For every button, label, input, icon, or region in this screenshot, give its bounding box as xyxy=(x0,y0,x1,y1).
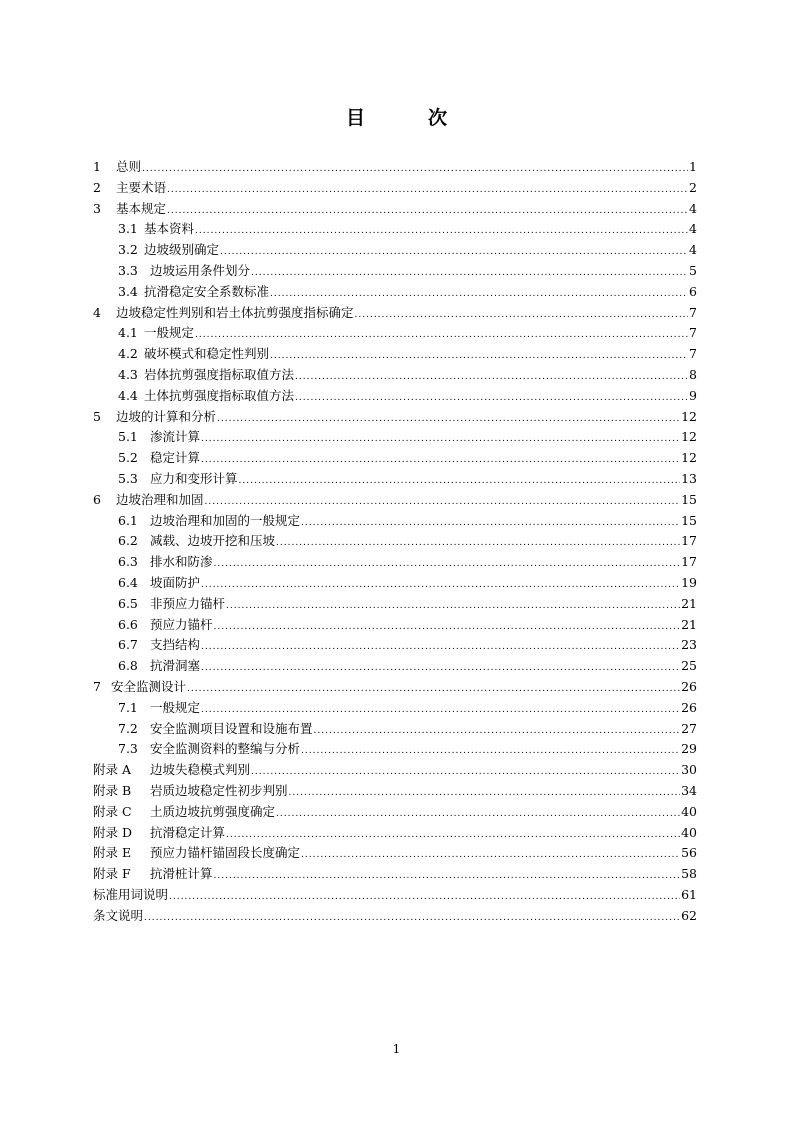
toc-entry-page: 62 xyxy=(681,907,697,923)
toc-entry-page: 12 xyxy=(681,429,697,445)
toc-entry-title: 坡面防护 xyxy=(150,574,201,590)
toc-entry-page: 8 xyxy=(689,366,697,382)
toc-leader-dots xyxy=(226,596,680,617)
toc-entry-title: 岩体抗剪强度指标取值方法 xyxy=(144,366,295,382)
toc-leader-dots xyxy=(301,741,680,762)
toc-entry[interactable] xyxy=(93,635,697,656)
toc-entry-number: 6.3 xyxy=(118,554,138,570)
toc-entry-number: 5.1 xyxy=(118,429,138,445)
toc-entry-page: 61 xyxy=(681,886,697,902)
toc-entry-page: 15 xyxy=(681,512,697,528)
toc-entry-title: 边坡治理和加固的一般规定 xyxy=(150,512,301,528)
toc-leader-dots xyxy=(167,201,688,222)
toc-entry-page: 27 xyxy=(681,720,697,736)
toc-entry-title: 边坡失稳模式判别 xyxy=(150,762,251,778)
toc-entry-page: 29 xyxy=(681,741,697,757)
toc-entry-title: 边坡级别确定 xyxy=(144,242,220,258)
toc-entry-title: 破坏模式和稳定性判别 xyxy=(144,346,270,362)
toc-entry-number: 6 xyxy=(93,491,101,507)
toc-entry-page: 7 xyxy=(689,325,697,341)
toc-leader-dots xyxy=(220,242,688,263)
toc-entry-page: 7 xyxy=(689,346,697,362)
toc-entry[interactable] xyxy=(93,386,697,407)
toc-entry-title: 预应力锚杆锚固段长度确定 xyxy=(150,845,301,861)
toc-leader-dots xyxy=(239,471,681,492)
toc-entry-title: 支挡结构 xyxy=(150,637,201,653)
toc-entry[interactable] xyxy=(93,261,697,282)
toc-entry-page: 13 xyxy=(681,470,697,486)
toc-leader-dots xyxy=(201,575,680,596)
toc-entry-title: 土体抗剪强度指标取值方法 xyxy=(144,387,295,403)
toc-leader-dots xyxy=(201,658,680,679)
toc-leader-dots xyxy=(270,284,688,305)
toc-entry-number: 7 xyxy=(93,678,101,694)
toc-entry-number: 附录 B xyxy=(93,782,132,798)
toc-entry-title: 一般规定 xyxy=(144,325,195,341)
toc-entry-number: 4 xyxy=(93,304,101,320)
toc-entry-number: 5 xyxy=(93,408,101,424)
toc-entry[interactable] xyxy=(93,864,697,885)
toc-entry-page: 12 xyxy=(681,408,697,424)
toc-entry-page: 12 xyxy=(681,450,697,466)
toc-entry-page: 17 xyxy=(681,533,697,549)
toc-leader-dots xyxy=(251,762,680,783)
toc-entry[interactable] xyxy=(93,719,697,740)
toc-entry[interactable] xyxy=(93,178,697,199)
toc-entry[interactable] xyxy=(93,303,697,324)
toc-leader-dots xyxy=(355,305,689,326)
toc-entry-number: 附录 E xyxy=(93,845,132,861)
toc-entry-page: 9 xyxy=(689,387,697,403)
toc-entry-number: 6.1 xyxy=(118,512,138,528)
toc-entry[interactable] xyxy=(93,199,697,220)
toc-entry-title: 边坡治理和加固 xyxy=(116,491,204,507)
toc-entry[interactable] xyxy=(93,240,697,261)
toc-title: 目 次 xyxy=(345,107,469,129)
toc-leader-dots xyxy=(295,388,688,409)
toc-leader-dots xyxy=(195,221,688,242)
toc-leader-dots xyxy=(270,346,688,367)
toc-entry-number: 7.3 xyxy=(118,741,138,757)
toc-entry-number: 3 xyxy=(93,200,101,216)
toc-entry-page: 30 xyxy=(681,762,697,778)
toc-entry-page: 21 xyxy=(681,616,697,632)
toc-entry-number: 附录 F xyxy=(93,866,131,882)
toc-entry-page: 56 xyxy=(681,845,697,861)
toc-entry-number: 附录 C xyxy=(93,803,132,819)
toc-entry-number: 6.5 xyxy=(118,595,138,611)
toc-entry-number: 7.1 xyxy=(118,699,138,715)
toc-entry[interactable] xyxy=(93,552,697,573)
toc-entry-title: 土质边坡抗剪强度确定 xyxy=(150,803,276,819)
toc-entry[interactable] xyxy=(93,219,697,240)
toc-entry-page: 5 xyxy=(689,262,697,278)
toc-entry-title: 安全监测资料的整编与分析 xyxy=(150,741,301,757)
toc-leader-dots xyxy=(195,325,688,346)
toc-leader-dots xyxy=(214,866,681,887)
toc-entry-page: 4 xyxy=(689,221,697,237)
toc-leader-dots xyxy=(187,679,680,700)
toc-entry-number: 6.6 xyxy=(118,616,138,632)
toc-entry-number: 1 xyxy=(93,159,101,174)
toc-entry[interactable] xyxy=(93,407,697,428)
toc-entry[interactable] xyxy=(93,698,697,719)
toc-entry-page: 26 xyxy=(681,699,697,715)
toc-entry[interactable] xyxy=(93,906,697,927)
toc-entry[interactable] xyxy=(93,427,697,448)
toc-entry[interactable] xyxy=(93,802,697,823)
page-number: 1 xyxy=(392,1042,401,1056)
toc-entry[interactable] xyxy=(93,469,697,490)
toc-entry-page: 21 xyxy=(681,595,697,611)
toc-entry-number: 3.1 xyxy=(118,221,138,237)
toc-entry-page: 15 xyxy=(681,491,697,507)
toc-entry-title: 应力和变形计算 xyxy=(150,470,238,486)
toc-entry[interactable] xyxy=(93,531,697,552)
toc-entry-page: 23 xyxy=(681,637,697,653)
toc-entry-number: 6.8 xyxy=(118,658,138,674)
toc-entry-title: 主要术语 xyxy=(116,179,167,195)
toc-leader-dots xyxy=(201,700,680,721)
toc-entry[interactable] xyxy=(93,344,697,365)
toc-entry[interactable] xyxy=(93,760,697,781)
toc-leader-dots xyxy=(289,783,681,804)
toc-entry[interactable] xyxy=(93,843,697,864)
toc-entry-page: 26 xyxy=(681,678,697,694)
toc-entry-title: 预应力锚杆 xyxy=(150,616,213,632)
toc-leader-dots xyxy=(144,908,680,929)
toc-entry-page: 17 xyxy=(681,554,697,570)
toc-entry-number: 5.3 xyxy=(118,470,138,486)
toc-leader-dots xyxy=(226,825,680,846)
toc-entry[interactable] xyxy=(93,594,697,615)
toc-leader-dots xyxy=(214,554,681,575)
toc-leader-dots xyxy=(214,617,681,638)
toc-entry-page: 58 xyxy=(681,866,697,882)
toc-entry-number: 3.3 xyxy=(118,262,138,278)
toc-entry-page: 40 xyxy=(681,824,697,840)
toc-entry-title: 排水和防渗 xyxy=(150,554,213,570)
toc-entry-number: 3.2 xyxy=(118,242,138,258)
toc-entry-title: 基本规定 xyxy=(116,200,167,216)
toc-entry-title: 抗滑稳定计算 xyxy=(150,824,226,840)
toc-entry[interactable] xyxy=(93,490,697,511)
table-of-contents xyxy=(93,157,697,926)
toc-entry-page: 40 xyxy=(681,803,697,819)
toc-entry[interactable] xyxy=(93,157,697,178)
toc-entry-title: 一般规定 xyxy=(150,699,201,715)
toc-leader-dots xyxy=(167,180,688,201)
toc-entry-title: 非预应力锚杆 xyxy=(150,595,226,611)
toc-leader-dots xyxy=(276,804,680,825)
toc-entry-title: 安全监测项目设置和设施布置 xyxy=(150,720,313,736)
toc-entry-number: 附录 D xyxy=(93,824,132,840)
toc-leader-dots xyxy=(201,450,680,471)
toc-entry[interactable] xyxy=(93,573,697,594)
toc-entry[interactable] xyxy=(93,781,697,802)
toc-entry-title: 标准用词说明 xyxy=(93,886,169,902)
toc-entry-page: 6 xyxy=(689,283,697,299)
toc-leader-dots xyxy=(201,637,680,658)
toc-entry[interactable] xyxy=(93,448,697,469)
toc-entry-number: 4.3 xyxy=(118,366,138,382)
toc-entry-title: 渗流计算 xyxy=(150,429,201,445)
toc-entry-number: 4.1 xyxy=(118,325,138,341)
toc-entry-number: 6.2 xyxy=(118,533,138,549)
toc-leader-dots xyxy=(314,721,681,742)
toc-entry-title: 边坡稳定性判别和岩土体抗剪强度指标确定 xyxy=(116,304,354,320)
toc-entry-page: 1 xyxy=(689,159,697,174)
toc-entry-number: 6.7 xyxy=(118,637,138,653)
toc-entry-page: 19 xyxy=(681,574,697,590)
toc-entry[interactable] xyxy=(93,823,697,844)
toc-entry-title: 边坡运用条件划分 xyxy=(150,262,251,278)
toc-entry-title: 抗滑桩计算 xyxy=(150,866,213,882)
toc-leader-dots xyxy=(301,513,680,534)
toc-leader-dots xyxy=(276,533,680,554)
toc-entry[interactable] xyxy=(93,282,697,303)
toc-leader-dots xyxy=(217,409,680,430)
toc-entry[interactable] xyxy=(93,511,697,532)
toc-entry-title: 稳定计算 xyxy=(150,450,201,466)
toc-entry-title: 安全监测设计 xyxy=(111,678,187,694)
toc-entry-page: 7 xyxy=(689,304,697,320)
toc-entry-title: 抗滑稳定安全系数标准 xyxy=(144,283,270,299)
toc-leader-dots xyxy=(301,845,680,866)
toc-leader-dots xyxy=(201,429,680,450)
toc-entry[interactable] xyxy=(93,656,697,677)
toc-entry-number: 4.4 xyxy=(118,387,138,403)
toc-entry-page: 34 xyxy=(681,782,697,798)
toc-entry-page: 25 xyxy=(681,658,697,674)
toc-entry[interactable] xyxy=(93,323,697,344)
toc-entry-title: 条文说明 xyxy=(93,907,144,923)
toc-entry[interactable] xyxy=(93,885,697,906)
toc-entry-page: 2 xyxy=(689,179,697,195)
toc-entry-number: 4.2 xyxy=(118,346,138,362)
toc-leader-dots xyxy=(205,492,681,513)
toc-entry-page: 4 xyxy=(689,200,697,216)
toc-entry[interactable] xyxy=(93,365,697,386)
toc-entry-title: 基本资料 xyxy=(144,221,195,237)
toc-entry-title: 岩质边坡稳定性初步判别 xyxy=(150,782,288,798)
toc-leader-dots xyxy=(142,159,688,180)
toc-entry-number: 2 xyxy=(93,179,101,195)
toc-entry-number: 附录 A xyxy=(93,762,132,778)
toc-entry-title: 总则 xyxy=(116,159,142,174)
toc-entry-number: 3.4 xyxy=(118,283,138,299)
toc-entry-title: 减载、边坡开挖和压坡 xyxy=(150,533,276,549)
toc-entry[interactable] xyxy=(93,677,697,698)
toc-entry-number: 6.4 xyxy=(118,574,138,590)
toc-entry-title: 抗滑洞塞 xyxy=(150,658,201,674)
toc-entry-page: 4 xyxy=(689,242,697,258)
toc-entry-title: 边坡的计算和分析 xyxy=(116,408,217,424)
toc-entry-number: 5.2 xyxy=(118,450,138,466)
toc-entry[interactable] xyxy=(93,739,697,760)
toc-entry-number: 7.2 xyxy=(118,720,138,736)
toc-leader-dots xyxy=(251,263,688,284)
toc-leader-dots xyxy=(295,367,688,388)
toc-entry[interactable] xyxy=(93,615,697,636)
toc-leader-dots xyxy=(169,887,680,908)
